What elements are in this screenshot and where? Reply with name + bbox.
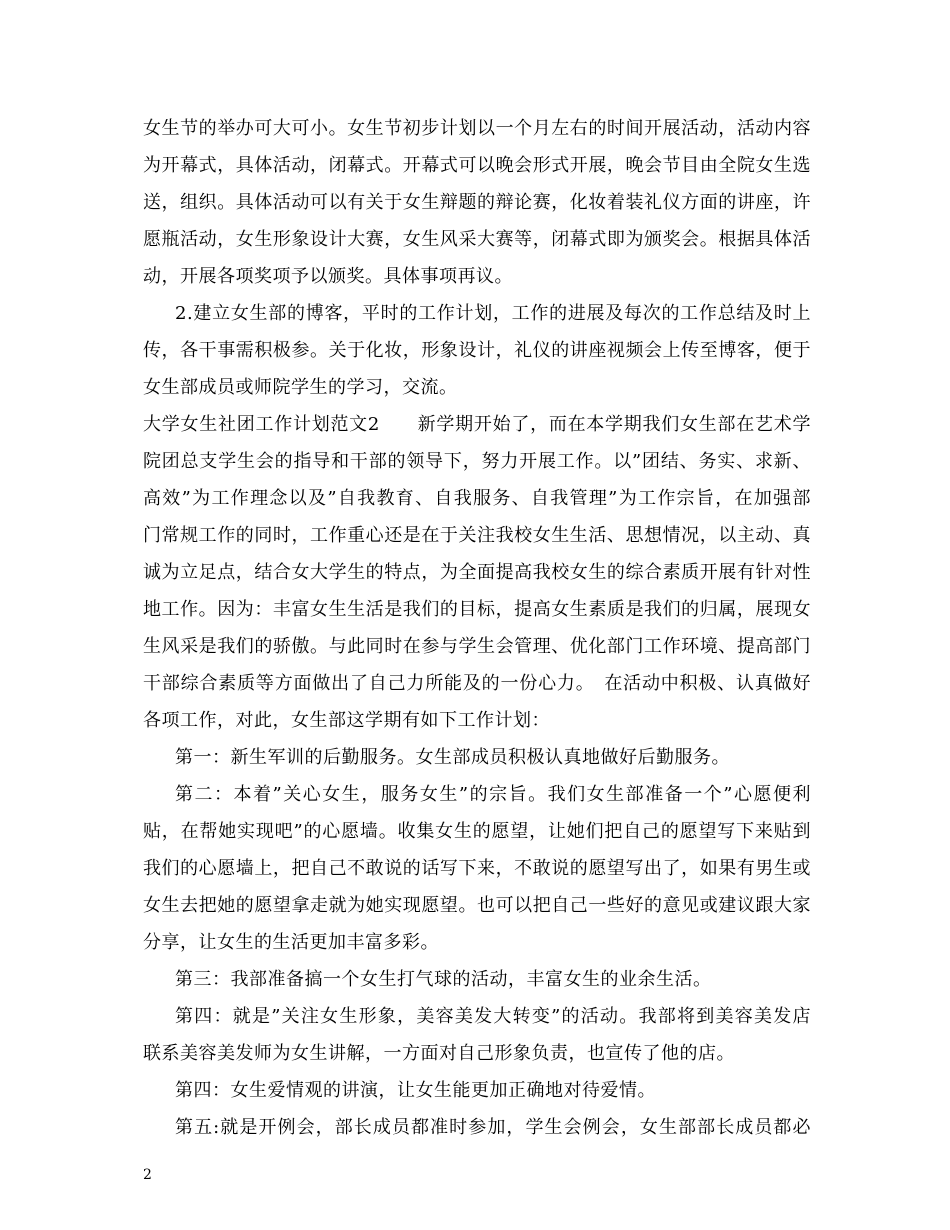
text-line: 传，各干事需积极参。关于化妆，形象设计，礼仪的讲座视频会上传至博客，便于 [143,340,811,361]
text-line: 我们的心愿墙上，把自己不敢说的话写下来，不敢说的愿望写出了，如果有男生或 [143,858,811,879]
text-line: 诚为立足点，结合女大学生的特点，为全面提高我校女生的综合素质开展有针对性 [143,562,811,583]
text-line: 地工作。因为：丰富女生生活是我们的目标，提高女生素质是我们的归属，展现女 [143,599,811,620]
text-line: 动，开展各项奖项予以颁奖。具体事项再议。 [143,266,513,287]
text-line: 女生部成员或师院学生的学习，交流。 [143,377,458,398]
text-line: 送，组织。具体活动可以有关于女生辩题的辩论赛，化妆着装礼仪方面的讲座，许 [143,192,811,213]
text-line: 第一：新生军训的后勤服务。女生部成员积极认真地做好后勤服务。 [175,747,730,768]
text-line: 第四：女生爱情观的讲演，让女生能更加正确地对待爱情。 [175,1080,656,1101]
text-line: 为开幕式，具体活动，闭幕式。开幕式可以晚会形式开展，晚会节目由全院女生选 [143,155,811,176]
text-line: 女生节的举办可大可小。女生节初步计划以一个月左右的时间开展活动，活动内容 [143,118,811,139]
text-line: 第五:就是开例会，部长成员都准时参加，学生会例会，女生部部长成员都必 [175,1117,811,1138]
text-line: 第三：我部准备搞一个女生打气球的活动，丰富女生的业余生活。 [175,969,712,990]
page-number: 2 [143,1167,152,1183]
text-line: 分享，让女生的生活更加丰富多彩。 [143,932,439,953]
text-line: 女生去把她的愿望拿走就为她实现愿望。也可以把自己一些好的意见或建议跟大家 [143,895,811,916]
text-line: 愿瓶活动，女生形象设计大赛，女生风采大赛等，闭幕式即为颁奖会。根据具体活 [143,229,811,250]
text-line: 大学女生社团工作计划范文2 新学期开始了，而在本学期我们女生部在艺术学 [143,414,811,435]
text-line: 高效”为工作理念以及”自我教育、自我服务、自我管理”为工作宗旨，在加强部 [143,488,811,509]
text-line: 门常规工作的同时，工作重心还是在于关注我校女生生活、思想情况，以主动、真 [143,525,811,546]
text-line: 贴，在帮她实现吧”的心愿墙。收集女生的愿望，让她们把自己的愿望写下来贴到 [143,821,811,842]
text-line: 第二：本着”关心女生，服务女生”的宗旨。我们女生部准备一个”心愿便利 [175,784,811,805]
text-line: 生风采是我们的骄傲。与此同时在参与学生会管理、优化部门工作环境、提高部门 [143,636,811,657]
text-line: 干部综合素质等方面做出了自己力所能及的一份心力。 在活动中积极、认真做好 [143,673,811,694]
text-line: 各项工作，对此，女生部这学期有如下工作计划： [143,710,550,731]
text-line: 院团总支学生会的指导和干部的领导下，努力开展工作。以”团结、务实、求新、 [143,451,811,472]
text-line: 联系美容美发师为女生讲解，一方面对自己形象负责，也宣传了他的店。 [143,1043,735,1064]
text-line: 2.建立女生部的博客，平时的工作计划，工作的进展及每次的工作总结及时上 [175,303,811,324]
text-line: 第四：就是”关注女生形象，美容美发大转变”的活动。我部将到美容美发店 [175,1006,811,1027]
